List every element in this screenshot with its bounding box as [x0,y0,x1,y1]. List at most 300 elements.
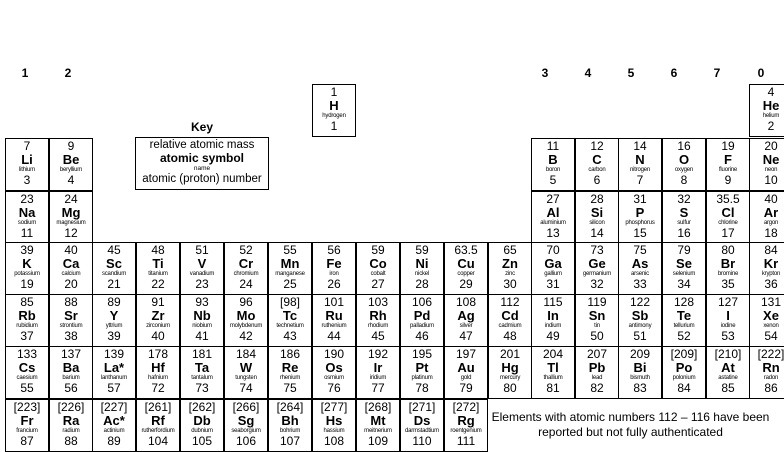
element-name: mercury [499,375,521,381]
element-number: 49 [546,329,560,343]
element-cell [444,294,488,347]
element-cell [749,84,784,137]
element-cell [706,242,750,295]
element-cell [531,138,575,191]
element-number: 81 [546,381,560,395]
element-cell [5,138,49,191]
key-name-label: name [193,165,211,172]
element-cell [49,294,93,347]
element-name: scandium [101,271,127,277]
element-mass: 131 [760,295,782,309]
element-name: sodium [17,220,37,226]
element-name: tellurium [673,323,695,329]
element-symbol: Ca [62,256,80,271]
element-cell [312,84,356,137]
element-mass: 70 [546,243,560,257]
element-name: thallium [543,375,563,381]
element-mass: 133 [16,347,38,361]
element-name: palladium [410,323,434,329]
element-name: technetium [276,323,304,329]
element-number: 21 [107,277,121,291]
element-mass: 14 [633,139,647,153]
group-label-2: 2 [64,66,72,80]
element-name: hassium [323,428,345,434]
element-name: cobalt [370,271,386,277]
element-symbol: Bi [633,360,647,375]
element-name: sulfur [677,220,691,226]
element-cell [749,138,784,191]
element-mass: 186 [279,347,301,361]
element-symbol: Ds [413,413,431,428]
element-number: 20 [64,277,78,291]
element-mass: 52 [239,243,253,257]
element-name: beryllium [59,167,83,173]
element-number: 79 [459,381,473,395]
element-mass: 128 [673,295,695,309]
element-mass: 207 [586,347,608,361]
element-symbol: Mg [61,205,81,220]
element-name: actinium [103,428,125,434]
element-mass: 39 [20,243,34,257]
element-number: 32 [590,277,604,291]
element-number: 12 [64,226,78,240]
element-number: 111 [456,434,476,448]
element-number: 51 [633,329,647,343]
element-name: xenon [763,323,779,329]
element-symbol: F [724,152,732,167]
element-symbol: Mt [370,413,386,428]
element-mass: [277] [320,400,348,414]
element-symbol: Rb [18,308,36,323]
element-number: 89 [107,434,121,448]
element-cell [49,399,93,452]
element-mass: 106 [411,295,433,309]
element-mass: 73 [590,243,604,257]
element-symbol: I [726,308,730,323]
element-symbol: Xe [763,308,779,323]
element-symbol: Db [193,413,211,428]
element-cell [531,242,575,295]
element-symbol: Na [18,205,36,220]
element-name: silver [459,323,473,329]
element-symbol: Cl [721,205,735,220]
element-name: aluminium [540,220,566,226]
element-mass: 24 [64,192,78,206]
element-number: 52 [677,329,691,343]
element-mass: [268] [364,400,392,414]
element-number: 37 [20,329,34,343]
element-number: 22 [151,277,165,291]
element-mass: 197 [455,347,477,361]
element-name: cadmium [498,323,522,329]
element-cell [444,242,488,295]
element-cell [531,346,575,399]
element-cell [312,346,356,399]
element-number: 27 [371,277,385,291]
element-name: magnesium [56,220,86,226]
element-number: 48 [503,329,517,343]
element-symbol: Bh [281,413,299,428]
element-name: tungsten [235,375,257,381]
element-mass: 119 [587,295,607,309]
group-label-5: 5 [627,66,635,80]
element-cell [488,346,532,399]
element-name: antimony [628,323,652,329]
element-name: meitnerium [364,428,392,434]
element-symbol: Rh [369,308,387,323]
element-cell [575,191,619,244]
element-mass: 1 [330,85,338,99]
element-mass: 85 [20,295,34,309]
element-mass: 9 [67,139,75,153]
element-mass: 89 [107,295,121,309]
element-name: vanadium [189,271,215,277]
element-cell [400,346,444,399]
element-number: 47 [459,329,473,343]
element-number: 33 [633,277,647,291]
element-symbol: La* [103,360,125,375]
element-cell [400,294,444,347]
element-mass: 11 [546,139,560,153]
element-mass: 48 [151,243,165,257]
element-mass: 184 [235,347,257,361]
element-name: yttrium [105,323,123,329]
element-name: chlorine [718,220,738,226]
element-mass: 139 [103,347,125,361]
element-cell [136,399,180,452]
element-cell [749,346,784,399]
element-name: arsenic [631,271,649,277]
element-symbol: Se [676,256,692,271]
element-name: titanium [148,271,168,277]
element-cell [5,242,49,295]
element-name: darmstadtium [405,428,439,434]
element-symbol: S [679,205,689,220]
element-number: 4 [67,173,75,187]
element-symbol: Ne [762,152,780,167]
element-name: nickel [414,271,430,277]
element-name: niobium [192,323,212,329]
element-cell [180,346,224,399]
element-cell [662,138,706,191]
element-cell [400,399,444,452]
element-mass: 27 [546,192,560,206]
element-mass: [264] [276,400,304,414]
element-name: bohrium [279,428,301,434]
element-number: 54 [764,329,778,343]
element-mass: 19 [721,139,735,153]
element-name: selenium [672,271,696,277]
element-symbol: C [592,152,602,167]
element-number: 83 [633,381,647,395]
element-cell [575,346,619,399]
element-number: 55 [20,381,34,395]
element-name: seaborgium [231,428,261,434]
element-name: strontium [59,323,83,329]
element-name: copper [457,271,475,277]
element-number: 14 [590,226,604,240]
element-number: 3 [23,173,31,187]
element-symbol: At [721,360,735,375]
element-symbol: Pb [588,360,606,375]
element-number: 107 [279,434,301,448]
element-mass: [209] [670,347,698,361]
element-symbol: Re [281,360,299,375]
element-symbol: Nb [193,308,211,323]
element-mass: 204 [542,347,564,361]
element-symbol: Po [675,360,693,375]
element-name: rutherfordium [141,428,175,434]
element-mass: 209 [629,347,651,361]
element-name: iodine [720,323,736,329]
element-number: 10 [764,173,778,187]
element-number: 109 [367,434,389,448]
element-number: 110 [412,434,432,448]
element-cell [92,346,136,399]
element-symbol: Os [325,360,343,375]
element-cell [312,294,356,347]
element-cell [356,242,400,295]
element-cell [268,294,312,347]
element-number: 45 [371,329,385,343]
element-number: 28 [415,277,429,291]
element-name: lanthanum [100,375,128,381]
element-cell [92,294,136,347]
element-mass: 108 [455,295,477,309]
element-name: zinc [505,271,515,277]
element-name: gallium [544,271,562,277]
element-symbol: Ga [544,256,562,271]
element-number: 19 [20,277,34,291]
element-symbol: Ra [62,413,80,428]
element-name: polonium [672,375,696,381]
element-number: 85 [721,381,735,395]
key-mass-label: relative atomic mass [149,139,255,151]
element-mass: 16 [677,139,691,153]
element-number: 23 [195,277,209,291]
element-mass: [226] [57,400,85,414]
element-cell [662,294,706,347]
element-symbol: Kr [763,256,779,271]
element-symbol: Zn [502,256,518,271]
element-symbol: Br [720,256,736,271]
element-cell [136,242,180,295]
element-number: 31 [546,277,560,291]
element-name: hydrogen [322,113,346,119]
element-symbol: Y [109,308,119,323]
element-mass: 181 [191,347,213,361]
element-mass: 12 [590,139,604,153]
element-cell [49,346,93,399]
element-mass: 79 [677,243,691,257]
element-cell [531,294,575,347]
element-symbol: Ir [373,360,383,375]
element-cell [180,399,224,452]
element-name: osmium [324,375,344,381]
element-symbol: O [678,152,690,167]
element-cell [618,346,662,399]
element-number: 80 [503,381,517,395]
element-number: 30 [503,277,517,291]
element-name: tantalum [191,375,213,381]
group-label-6: 6 [670,66,678,80]
element-cell [488,242,532,295]
element-cell [749,242,784,295]
element-mass: 20 [764,139,778,153]
element-name: germanium [582,271,612,277]
element-mass: [223] [13,400,41,414]
element-symbol: Cd [501,308,519,323]
element-number: 88 [64,434,78,448]
element-mass: [261] [144,400,172,414]
element-mass: [266] [232,400,260,414]
element-symbol: Te [676,308,692,323]
element-symbol: Hs [325,413,343,428]
element-mass: 40 [64,243,78,257]
element-symbol: Ag [457,308,475,323]
element-number: 50 [590,329,604,343]
element-mass: 195 [411,347,433,361]
element-cell [312,399,356,452]
element-symbol: Cs [18,360,36,375]
element-symbol: B [548,152,558,167]
element-symbol: Ru [325,308,343,323]
element-number: 5 [549,173,557,187]
element-name: lead [591,375,603,381]
element-symbol: Hg [501,360,519,375]
element-symbol: N [635,152,645,167]
element-name: caesium [16,375,38,381]
element-name: dubnium [191,428,213,434]
element-number: 35 [721,277,735,291]
element-name: barium [62,375,80,381]
footnote-line-2: reported but not fully authenticated [538,425,723,439]
element-symbol: Cr [238,256,254,271]
element-mass: 31 [633,192,647,206]
element-number: 29 [459,277,473,291]
element-number: 104 [147,434,169,448]
element-symbol: As [631,256,649,271]
element-symbol: Rn [762,360,780,375]
element-symbol: Co [369,256,387,271]
element-mass: [210] [714,347,742,361]
element-mass: 65 [503,243,517,257]
element-mass: [98] [279,295,300,309]
footnote [477,410,784,440]
element-symbol: Sb [631,308,649,323]
element-name: ruthenium [321,323,347,329]
element-cell [312,242,356,295]
element-symbol: He [762,98,780,113]
element-mass: [271] [408,400,436,414]
element-mass: 88 [64,295,78,309]
element-symbol: Ba [62,360,80,375]
element-symbol: Sc [106,256,122,271]
element-symbol: Mo [236,308,256,323]
element-cell [400,242,444,295]
element-cell [224,346,268,399]
element-mass: 115 [543,295,563,309]
element-mass: 32 [677,192,691,206]
element-cell [5,191,49,244]
element-number: 106 [235,434,257,448]
element-number: 18 [764,226,778,240]
element-symbol: Hf [151,360,165,375]
element-cell [224,294,268,347]
element-cell [268,346,312,399]
key-box [135,137,269,190]
element-name: chromium [233,271,259,277]
element-cell [136,294,180,347]
group-label-4: 4 [584,66,592,80]
element-number: 8 [680,173,688,187]
element-mass: 93 [195,295,209,309]
element-name: roentgenium [450,428,482,434]
element-symbol: Be [62,152,80,167]
element-mass: 55 [283,243,297,257]
element-number: 7 [636,173,644,187]
group-label-3: 3 [541,66,549,80]
element-name: platinum [411,375,433,381]
element-name: oxygen [674,167,694,173]
element-number: 2 [767,119,775,133]
element-mass: 59 [415,243,429,257]
element-number: 56 [64,381,78,395]
element-symbol: Sr [64,308,78,323]
element-cell [356,399,400,452]
element-number: 82 [590,381,604,395]
element-number: 13 [546,226,560,240]
element-name: francium [16,428,38,434]
element-name: lithium [19,167,35,173]
element-symbol: Li [21,152,33,167]
element-symbol: Fe [326,256,342,271]
element-number: 11 [20,226,34,240]
element-name: iridium [369,375,387,381]
element-number: 42 [239,329,253,343]
key-number-label: atomic (proton) number [142,173,262,185]
element-number: 78 [415,381,429,395]
element-number: 84 [677,381,691,395]
element-cell [49,242,93,295]
element-name: rhodium [367,323,389,329]
element-symbol: Pt [415,360,429,375]
element-symbol: Ge [588,256,606,271]
element-number: 39 [107,329,121,343]
element-symbol: Ti [152,256,164,271]
element-mass: 80 [721,243,735,257]
element-symbol: Pd [413,308,431,323]
element-name: krypton [761,271,781,277]
element-cell [488,294,532,347]
element-number: 16 [677,226,691,240]
element-cell [356,294,400,347]
element-number: 15 [633,226,647,240]
element-number: 34 [677,277,691,291]
element-symbol: Rf [151,413,165,428]
element-name: radium [62,428,80,434]
element-mass: 59 [371,243,385,257]
element-number: 57 [107,381,121,395]
element-number: 108 [323,434,345,448]
element-mass: 96 [239,295,253,309]
element-cell [706,294,750,347]
element-name: silicon [589,220,605,226]
element-name: bismuth [630,375,650,381]
element-symbol: Tl [547,360,559,375]
element-name: neon [764,167,778,173]
element-number: 43 [283,329,297,343]
